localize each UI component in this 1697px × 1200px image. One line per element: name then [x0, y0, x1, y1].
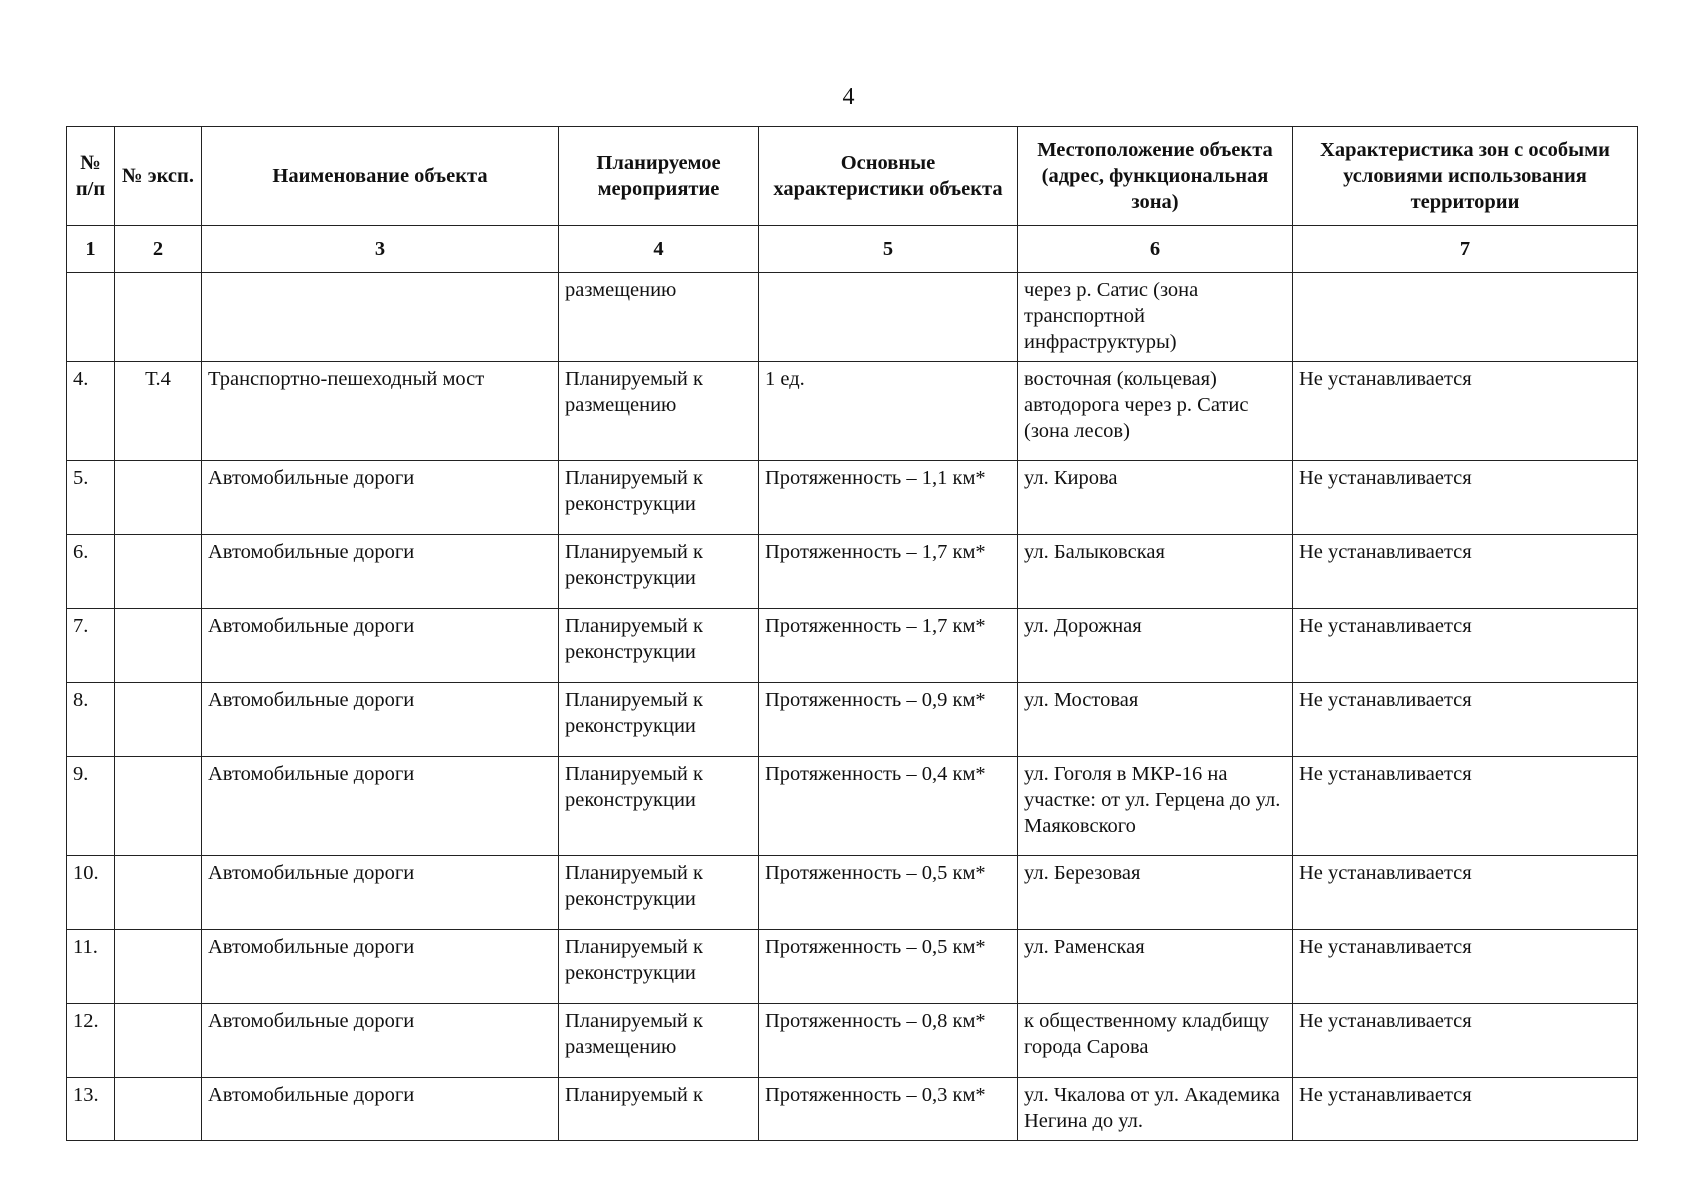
cell-exp: [115, 1004, 202, 1078]
cell-num: 11.: [67, 930, 115, 1004]
column-number: 5: [759, 226, 1018, 273]
column-number: 3: [202, 226, 559, 273]
header-name: Наименование объекта: [202, 127, 559, 226]
cell-zone: Не устанавливается: [1293, 362, 1638, 461]
cell-name: Автомобильные дороги: [202, 535, 559, 609]
cell-event: размещению: [559, 273, 759, 362]
header-num: № п/п: [67, 127, 115, 226]
cell-name: [202, 273, 559, 362]
cell-zone: Не устанавливается: [1293, 683, 1638, 757]
cell-exp: [115, 856, 202, 930]
cell-location: через р. Сатис (зона транспортной инфраструктуры): [1018, 273, 1293, 362]
column-number: 1: [67, 226, 115, 273]
cell-zone: Не устанавливается: [1293, 461, 1638, 535]
cell-exp: Т.4: [115, 362, 202, 461]
header-zone: Характеристика зон с особыми условиями использования территории: [1293, 127, 1638, 226]
cell-chars: Протяженность – 0,4 км*: [759, 757, 1018, 856]
cell-exp: [115, 535, 202, 609]
cell-location: ул. Мостовая: [1018, 683, 1293, 757]
cell-event: Планируемый к реконструкции: [559, 757, 759, 856]
cell-chars: Протяженность – 1,7 км*: [759, 535, 1018, 609]
cell-zone: Не устанавливается: [1293, 609, 1638, 683]
cell-name: Автомобильные дороги: [202, 609, 559, 683]
cell-num: 7.: [67, 609, 115, 683]
table-row: [67, 362, 1638, 461]
table-row-continuation: [67, 273, 1638, 362]
cell-event: Планируемый к реконструкции: [559, 683, 759, 757]
cell-zone: Не устанавливается: [1293, 1004, 1638, 1078]
table-row: [67, 930, 1638, 1004]
cell-name: Автомобильные дороги: [202, 757, 559, 856]
cell-num: 4.: [67, 362, 115, 461]
cell-chars: Протяженность – 0,3 км*: [759, 1078, 1018, 1141]
cell-location: ул. Чкалова от ул. Академика Негина до ул.: [1018, 1078, 1293, 1141]
cell-exp: [115, 461, 202, 535]
column-number: 6: [1018, 226, 1293, 273]
cell-exp: [115, 683, 202, 757]
cell-event: Планируемый к реконструкции: [559, 461, 759, 535]
cell-name: Автомобильные дороги: [202, 930, 559, 1004]
cell-zone: Не устанавливается: [1293, 856, 1638, 930]
column-number: 7: [1293, 226, 1638, 273]
cell-zone: [1293, 273, 1638, 362]
cell-num: 10.: [67, 856, 115, 930]
cell-event: Планируемый к размещению: [559, 1004, 759, 1078]
cell-chars: Протяженность – 0,8 км*: [759, 1004, 1018, 1078]
objects-table: [66, 126, 1638, 1141]
cell-exp: [115, 609, 202, 683]
cell-chars: Протяженность – 1,7 км*: [759, 609, 1018, 683]
cell-event: Планируемый к: [559, 1078, 759, 1141]
cell-location: ул. Дорожная: [1018, 609, 1293, 683]
cell-num: [67, 273, 115, 362]
cell-location: ул. Березовая: [1018, 856, 1293, 930]
table-row: [67, 856, 1638, 930]
cell-zone: Не устанавливается: [1293, 757, 1638, 856]
cell-name: Автомобильные дороги: [202, 1004, 559, 1078]
cell-event: Планируемый к реконструкции: [559, 930, 759, 1004]
cell-exp: [115, 1078, 202, 1141]
page-number: 4: [842, 84, 855, 110]
cell-location: ул. Гоголя в МКР-16 на участке: от ул. Герцена до ул. Маяковского: [1018, 757, 1293, 856]
cell-chars: Протяженность – 0,9 км*: [759, 683, 1018, 757]
header-row: [67, 127, 1638, 226]
header-exp: № эксп.: [115, 127, 202, 226]
cell-location: к общественному кладбищу города Сарова: [1018, 1004, 1293, 1078]
cell-num: 13.: [67, 1078, 115, 1141]
header-chars: Основные характеристики объекта: [759, 127, 1018, 226]
table-row: [67, 461, 1638, 535]
cell-name: Автомобильные дороги: [202, 1078, 559, 1141]
cell-chars: 1 ед.: [759, 362, 1018, 461]
column-number: 4: [559, 226, 759, 273]
cell-name: Автомобильные дороги: [202, 856, 559, 930]
cell-num: 8.: [67, 683, 115, 757]
table-row: [67, 1004, 1638, 1078]
cell-location: ул. Раменская: [1018, 930, 1293, 1004]
cell-location: ул. Балыковская: [1018, 535, 1293, 609]
cell-zone: Не устанавливается: [1293, 930, 1638, 1004]
cell-zone: Не устанавливается: [1293, 535, 1638, 609]
cell-num: 9.: [67, 757, 115, 856]
column-number: 2: [115, 226, 202, 273]
cell-location: ул. Кирова: [1018, 461, 1293, 535]
cell-location: восточная (кольцевая) автодорога через р. Сатис (зона лесов): [1018, 362, 1293, 461]
cell-event: Планируемый к реконструкции: [559, 535, 759, 609]
cell-exp: [115, 930, 202, 1004]
cell-chars: Протяженность – 0,5 км*: [759, 856, 1018, 930]
cell-chars: [759, 273, 1018, 362]
cell-name: Автомобильные дороги: [202, 461, 559, 535]
column-number-row: [67, 226, 1638, 273]
cell-event: Планируемый к размещению: [559, 362, 759, 461]
cell-chars: Протяженность – 0,5 км*: [759, 930, 1018, 1004]
cell-name: Транспортно-пешеходный мост: [202, 362, 559, 461]
header-event: Планируемое мероприятие: [559, 127, 759, 226]
table-row: [67, 683, 1638, 757]
table-row: [67, 535, 1638, 609]
cell-chars: Протяженность – 1,1 км*: [759, 461, 1018, 535]
cell-event: Планируемый к реконструкции: [559, 856, 759, 930]
cell-zone: Не устанавливается: [1293, 1078, 1638, 1141]
table-row: [67, 757, 1638, 856]
cell-name: Автомобильные дороги: [202, 683, 559, 757]
cell-event: Планируемый к реконструкции: [559, 609, 759, 683]
table-row: [67, 1078, 1638, 1141]
cell-num: 12.: [67, 1004, 115, 1078]
cell-exp: [115, 757, 202, 856]
cell-exp: [115, 273, 202, 362]
header-location: Местоположение объекта (адрес, функциональная зона): [1018, 127, 1293, 226]
cell-num: 5.: [67, 461, 115, 535]
table-row: [67, 609, 1638, 683]
cell-num: 6.: [67, 535, 115, 609]
